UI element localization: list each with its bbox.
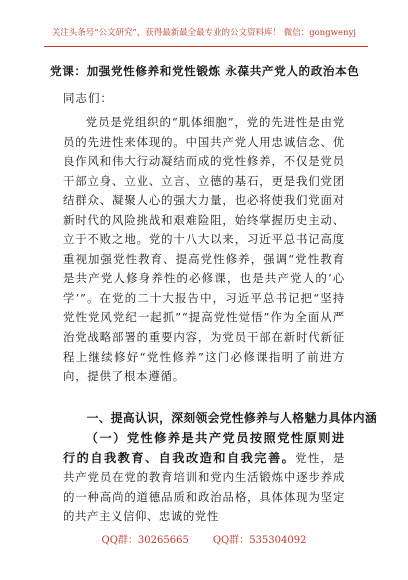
header-divider bbox=[44, 46, 368, 47]
page-header-banner: 关注头条号“公文研究”，获得最新最全最专业的公文资料库！ 微信：gongwenyj bbox=[51, 27, 357, 37]
footer-qq-group-2: QQ群：535304092 bbox=[212, 535, 307, 546]
subsection-body: 党性，是共产党员在党的教育培训和党内生活锻炼中逐步养成的一种高尚的道德品质和政治品格，具体体现为坚定的共产主义信仰、忠诚的党性 bbox=[63, 450, 345, 523]
subsection-heading: （一）党性修养是共产党员按照党性原则进行的自我教育、自我改造和自我完善。 bbox=[63, 431, 345, 465]
document-title: 党课：加强党性修养和党性锻炼 永葆共产党人的政治本色 bbox=[50, 64, 360, 78]
greeting: 同志们： bbox=[63, 91, 113, 105]
section-heading-1: 一、提高认识，深刻领会党性修养与人格魅力具体内涵 bbox=[86, 411, 377, 425]
section-1-paragraph bbox=[63, 429, 345, 527]
page-footer bbox=[0, 531, 408, 546]
footer-qq-group-1: QQ群：30265665 bbox=[101, 535, 189, 546]
intro-paragraph: 党员是党组织的“肌体细胞”，党的先进性是由党员的先进性来体现的。中国共产党人用忠诚信念、优良作风和伟大行动凝结而成的党性修养，不仅是党员干部立身、立业、立言、立德的基石，更是我们党团结群众、凝聚人心的强大力量，也必将使我们党面对新时代的风险挑战和艰难险阻，始终掌握历史主动、立于不败之地。党的十八大以来，习近平总书记高度重视加强党性教育、提高党性修养，强调“党性教育是共产党人修身养性的必修课，也是共产党人的‘心学’”。在党的二十大报告中，习近平总书记把“坚持党性党风党纪一起抓”“提高党性觉悟”作为全面从严治党战略部署的重要内容，为党员干部在新时代新征程上继续修好“党性修养”这门必修课指明了前进方向，提供了根本遵循。 bbox=[63, 115, 345, 384]
